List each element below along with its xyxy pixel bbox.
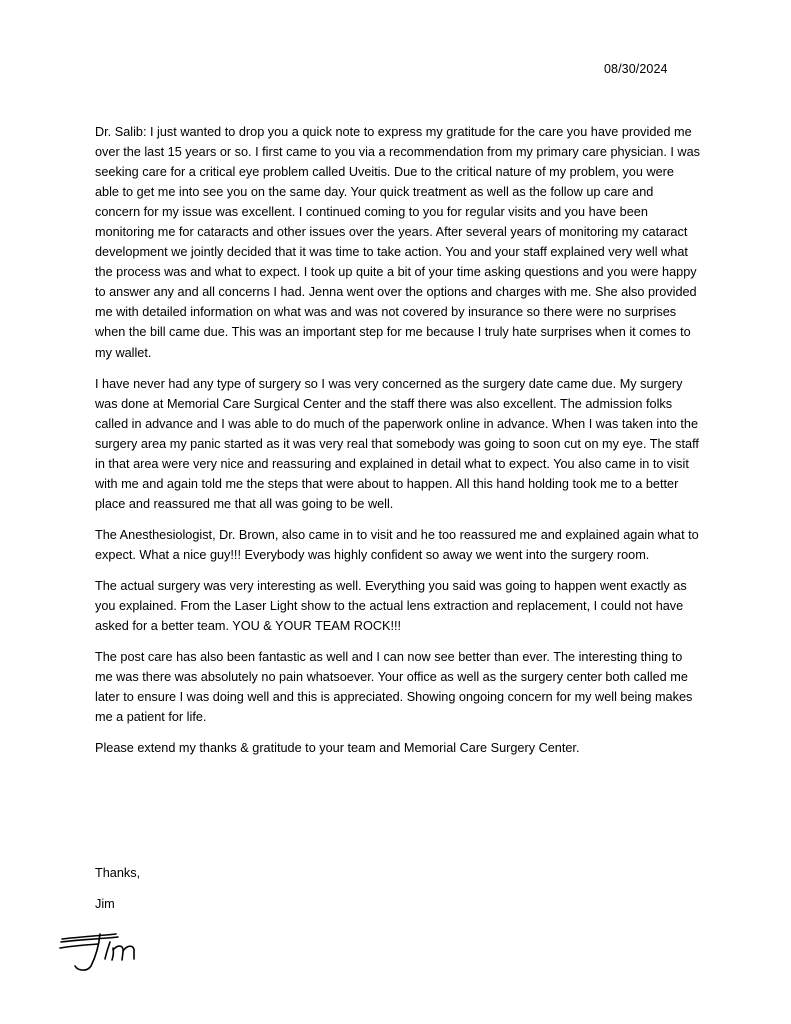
paragraph-6: Please extend my thanks & gratitude to your team and Memorial Care Surgery Center. [95, 741, 580, 756]
closing-salutation: Thanks, [95, 866, 141, 880]
handwritten-signature [58, 928, 158, 973]
paragraph-4: The actual surgery was very interesting as well. Everything you said was going to happen went exactly as you explained. From the Laser Light show to the actual lens extraction and replacement, I could not have asked for a better team. YOU & YOUR TEAM ROCK!!! [95, 578, 687, 634]
paragraph-1: Dr. Salib: I just wanted to drop you a quick note to express my gratitude for the care you have provided me over the last 15 years or so. I first came to you via a recommendation from my primary care physician. I was seeking care for a critical eye problem called Uveitis. Due to the critical nature of my problem, you were able to get me into see you on the same day. Your quick treatment as well as the follow up care and concern for my issue was excellent. I continued coming to you for regular visits and you have been monitoring me for cataracts and other issues over the years. After several years of monitoring my cataract development we jointly decided that it was time to take action. You and your staff explained very well what the process was and what to expect. I took up quite a bit of your time asking questions and you were happy to answer any and all concerns I had. Jenna went over the options and charges with me. She also provided me with detailed information on what was and was not covered by insurance so there were no surprises when the bill came due. This was an important step for me because I truly hate surprises when it comes to my wallet. [95, 125, 700, 360]
letter-body [95, 122, 700, 769]
letter-date: 08/30/2024 [604, 62, 668, 76]
paragraph-2: I have never had any type of surgery so I was very concerned as the surgery date came due. My surgery was done at Memorial Care Surgical Center and the staff there was also excellent. The admission folks called in advance and I was able to do much of the paperwork online in advance. When I was taken into the surgery area my panic started as it was very real that somebody was going to soon cut on my eye. The staff in that area were very nice and reassuring and explained in detail what to expect. You also came in to visit with me and again told me the steps that were about to happen. All this hand holding took me to a better place and reassured me that all was going to be well. [95, 376, 699, 511]
paragraph-5: The post care has also been fantastic as well and I can now see better than ever. The interesting thing to me was there was absolutely no pain whatsoever. Your office as well as the surgery center both called me later to ensure I was doing well and this is appreciated. Showing ongoing concern for my well being makes me a patient for life. [95, 650, 693, 725]
signer-name: Jim [95, 897, 115, 911]
paragraph-3: The Anesthesiologist, Dr. Brown, also came in to visit and he too reassured me and explained again what to expect. What a nice guy!!! Everybody was highly confident so away we went into the surgery room. [95, 527, 699, 562]
